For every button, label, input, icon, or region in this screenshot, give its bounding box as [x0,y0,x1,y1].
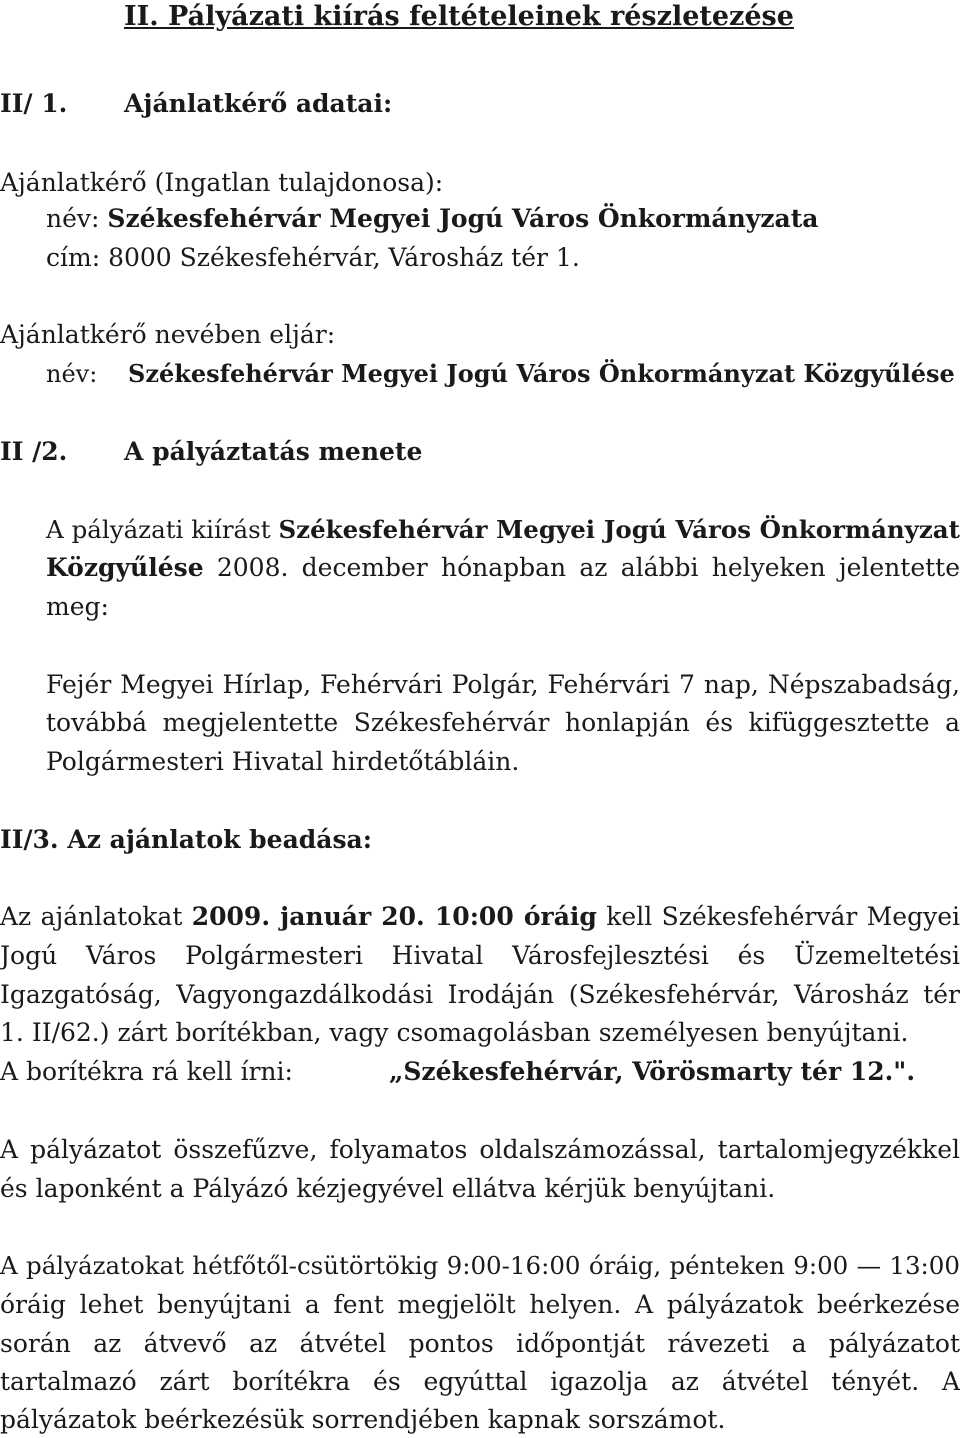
submission-method: ) zárt borítékban, vagy csomagolásban személyesen benyújtani. [99,1018,909,1047]
section-2-header [0,437,960,467]
media-line-2: továbbá megjelentette Székesfehérvár honlapján és kifüggesztette a [46,708,960,737]
publication-date-text: 2008. december hónapban az alábbi helyeken jelentette [203,553,960,582]
publication-body-name-cont: Közgyűlése [46,553,204,582]
submission-line-3: Igazgatóság, Vagyongazdálkodási Irodáján (Székesfehérvár, Városház tér [0,980,960,1009]
submission-line-4 [0,1018,960,1048]
proxy-name-label: név: [46,360,98,388]
owner-label: Ajánlatkérő (Ingatlan tulajdonosa): [0,168,444,197]
owner-address-value: 8000 Székesfehérvár, Városház tér 1. [108,243,580,272]
section-3-heading: II/3. Az ajánlatok beadása: [0,825,372,854]
owner-name-value: Székesfehérvár Megyei Jogú Város Önkormányzata [107,204,819,233]
owner-address-row [0,243,960,273]
publication-text: A pályázati kiírást [46,515,279,544]
hours-line-2: óráig lehet benyújtani a fent megjelölt helyen. A pályázatok beérkezése [0,1290,960,1319]
envelope-address: „Székesfehérvár, Vörösmarty tér 12.". [388,1057,916,1086]
room-prefix: 1. [0,1018,32,1047]
owner-name-label: név: [46,204,100,233]
submission-text-cont: kell Székesfehérvár Megyei [596,902,960,931]
proxy-name-row [0,359,960,389]
section-1-number: II/ 1. [0,89,68,118]
media-line-1: Fejér Megyei Hírlap, Fehérvári Polgár, Fehérvári 7 nap, Népszabadság, [46,670,960,699]
proxy-name-value: Székesfehérvár Megyei Jogú Város Önkormányzat Közgyűlése [128,359,955,388]
proxy-label: Ajánlatkérő nevében eljár: [0,320,336,349]
section-1-header [0,89,960,119]
submission-line-1 [0,902,960,932]
section-1-heading: Ajánlatkérő adatai: [124,89,393,118]
publication-line-3: meg: [46,592,109,621]
binding-line-1: A pályázatot összefűzve, folyamatos oldalszámozással, tartalomjegyzékkel [0,1135,960,1164]
hours-line-5: pályázatok beérkezésük sorrendjében kapnak sorszámot. [0,1405,726,1434]
owner-address-label: cím: [46,243,101,272]
publication-body-name: Székesfehérvár Megyei Jogú Város Önkormányzat [278,515,960,544]
section-2-heading: A pályáztatás menete [124,437,423,466]
submission-line-2: Jogú Város Polgármesteri Hivatal Városfejlesztési és Üzemeltetési [0,941,960,970]
page-title: II. Pályázati kiírás feltételeinek részletezése [124,1,794,32]
hours-line-4: tartalmazó zárt borítékra és egyúttal igazolja az átvétel tényét. A [0,1367,960,1396]
owner-name-row [0,204,960,234]
binding-line-2: és laponként a Pályázó kézjegyével ellátva kérjük benyújtani. [0,1174,776,1203]
envelope-label: A borítékra rá kell írni: [0,1057,293,1086]
submission-deadline: 2009. január 20. 10:00 óráig [191,902,597,931]
publication-line-2 [0,553,960,583]
section-2-number: II /2. [0,437,68,466]
media-line-3: Polgármesteri Hivatal hirdetőtábláin. [46,747,520,776]
envelope-line [0,1057,960,1087]
publication-line-1 [0,515,960,545]
hours-line-3: során az átvevő az átvétel pontos időpontját rávezeti a pályázatot [0,1329,960,1358]
submission-text: Az ajánlatokat [0,902,192,931]
hours-line-1: A pályázatokat hétfőtől-csütörtökig 9:00-16:00 óráig, pénteken 9:00 — 13:00 [0,1251,960,1280]
room-number: II/62. [31,1018,100,1047]
